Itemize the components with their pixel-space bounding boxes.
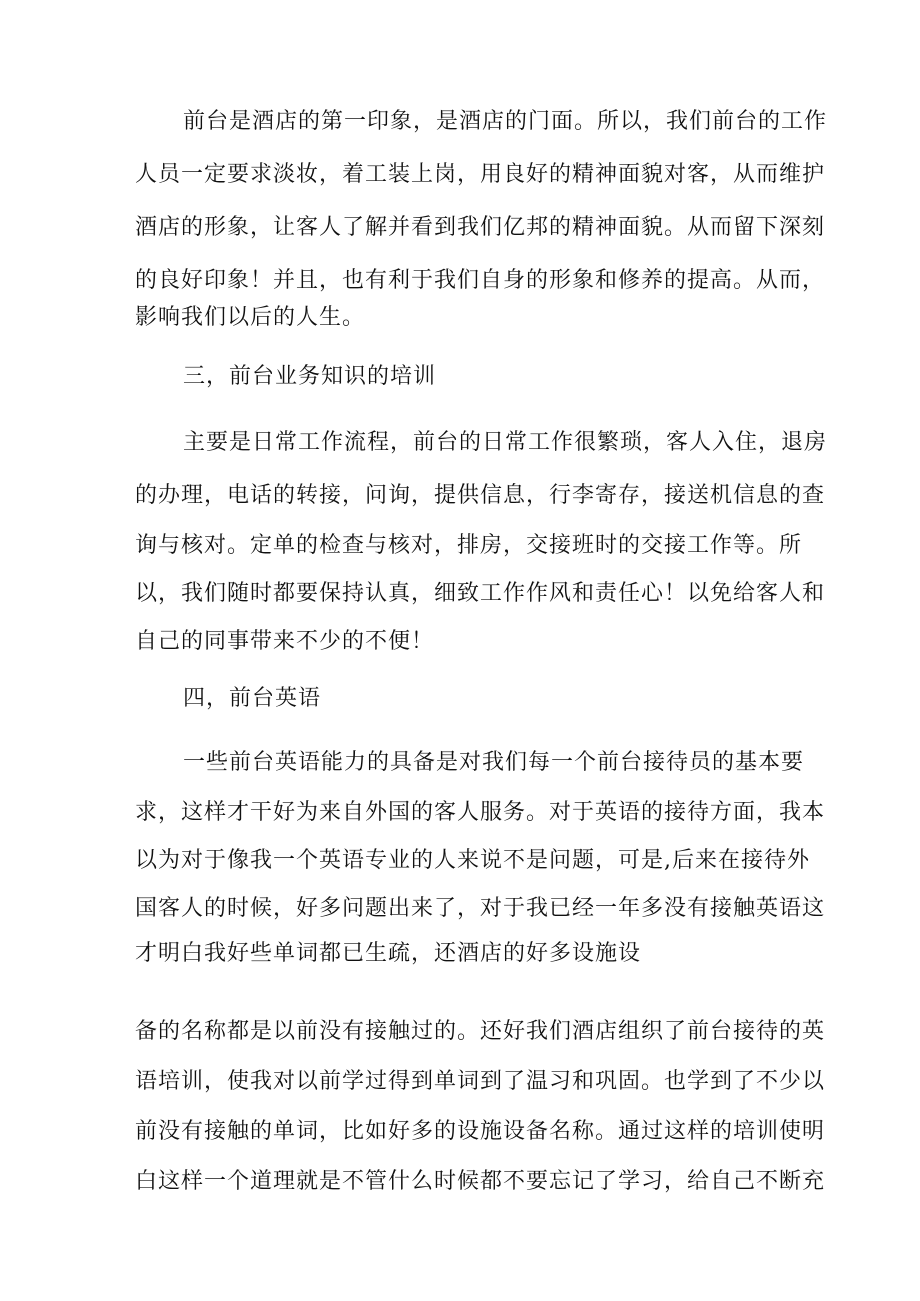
line-text: 的良好印象！并且，也有利于我们自身的形象和修养的提高。从而， (135, 268, 826, 293)
line-text: 以，我们随时都要保持认真，细致工作作风和责任心！以免给客人和 (135, 581, 826, 606)
line-text: 酒店的形象，让客人了解并看到我们亿邦的精神面貌。从而留下深刻 (135, 215, 826, 240)
line-text: 备的名称都是以前没有接触过的。还好我们酒店组织了前台接待的英 (135, 1019, 826, 1044)
paragraph-line (0, 743, 920, 783)
paragraph-line (0, 476, 920, 516)
paragraph-line (0, 1012, 920, 1052)
paragraph-line (0, 622, 920, 662)
paragraph-line (0, 841, 920, 881)
paragraph-line (0, 1062, 920, 1102)
heading-text: 三，前台业务知识的培训 (183, 364, 437, 389)
line-text: 影响我们以后的人生。 (135, 305, 366, 330)
paragraph-line (0, 793, 920, 833)
line-text: 一些前台英语能力的具备是对我们每一个前台接待员的基本要 (183, 750, 805, 775)
paragraph-line (0, 102, 920, 142)
line-text: 询与核对。定单的检查与核对，排房，交接班时的交接工作等。所 (135, 533, 803, 558)
paragraph-line (0, 423, 920, 463)
line-text: 人员一定要求淡妆，着工装上岗，用良好的精神面貌对客，从而维护 (135, 162, 826, 187)
paragraph-line (0, 1162, 920, 1202)
paragraph-line (0, 889, 920, 929)
line-text: 以为对于像我一个英语专业的人来说不是问题，可是,后来在接待外 (135, 848, 810, 873)
line-text: 白这样一个道理就是不管什么时候都不要忘记了学习，给自己不断充 (135, 1169, 826, 1194)
paragraph-line (0, 261, 920, 301)
paragraph-line (0, 155, 920, 195)
line-text: 主要是日常工作流程，前台的日常工作很繁琐，客人入住，退房 (183, 430, 828, 455)
section-heading (0, 357, 920, 397)
line-text: 国客人的时候，好多问题出来了，对于我已经一年多没有接触英语这 (135, 896, 826, 921)
line-text: 语培训，使我对以前学过得到单词到了温习和巩固。也学到了不少以 (135, 1069, 826, 1094)
paragraph-line (0, 574, 920, 614)
section-heading (0, 679, 920, 719)
line-text: 前没有接触的单词，比如好多的设施设备名称。通过这样的培训使明 (135, 1119, 826, 1144)
line-text: 才明白我好些单词都已生疏，还酒店的好多设施设 (135, 941, 642, 966)
heading-text: 四，前台英语 (183, 686, 322, 711)
paragraph-line (0, 298, 920, 338)
line-text: 自己的同事带来不少的不便！ (135, 629, 435, 654)
line-text: 的办理，电话的转接，问询，提供信息，行李寄存，接送机信息的查 (135, 483, 826, 508)
paragraph-line (0, 208, 920, 248)
line-text: 前台是酒店的第一印象，是酒店的门面。所以，我们前台的工作 (183, 109, 828, 134)
paragraph-line (0, 526, 920, 566)
paragraph-line (0, 934, 920, 974)
paragraph-line (0, 1112, 920, 1152)
line-text: 求，这样才干好为来自外国的客人服务。对于英语的接待方面，我本 (135, 800, 826, 825)
